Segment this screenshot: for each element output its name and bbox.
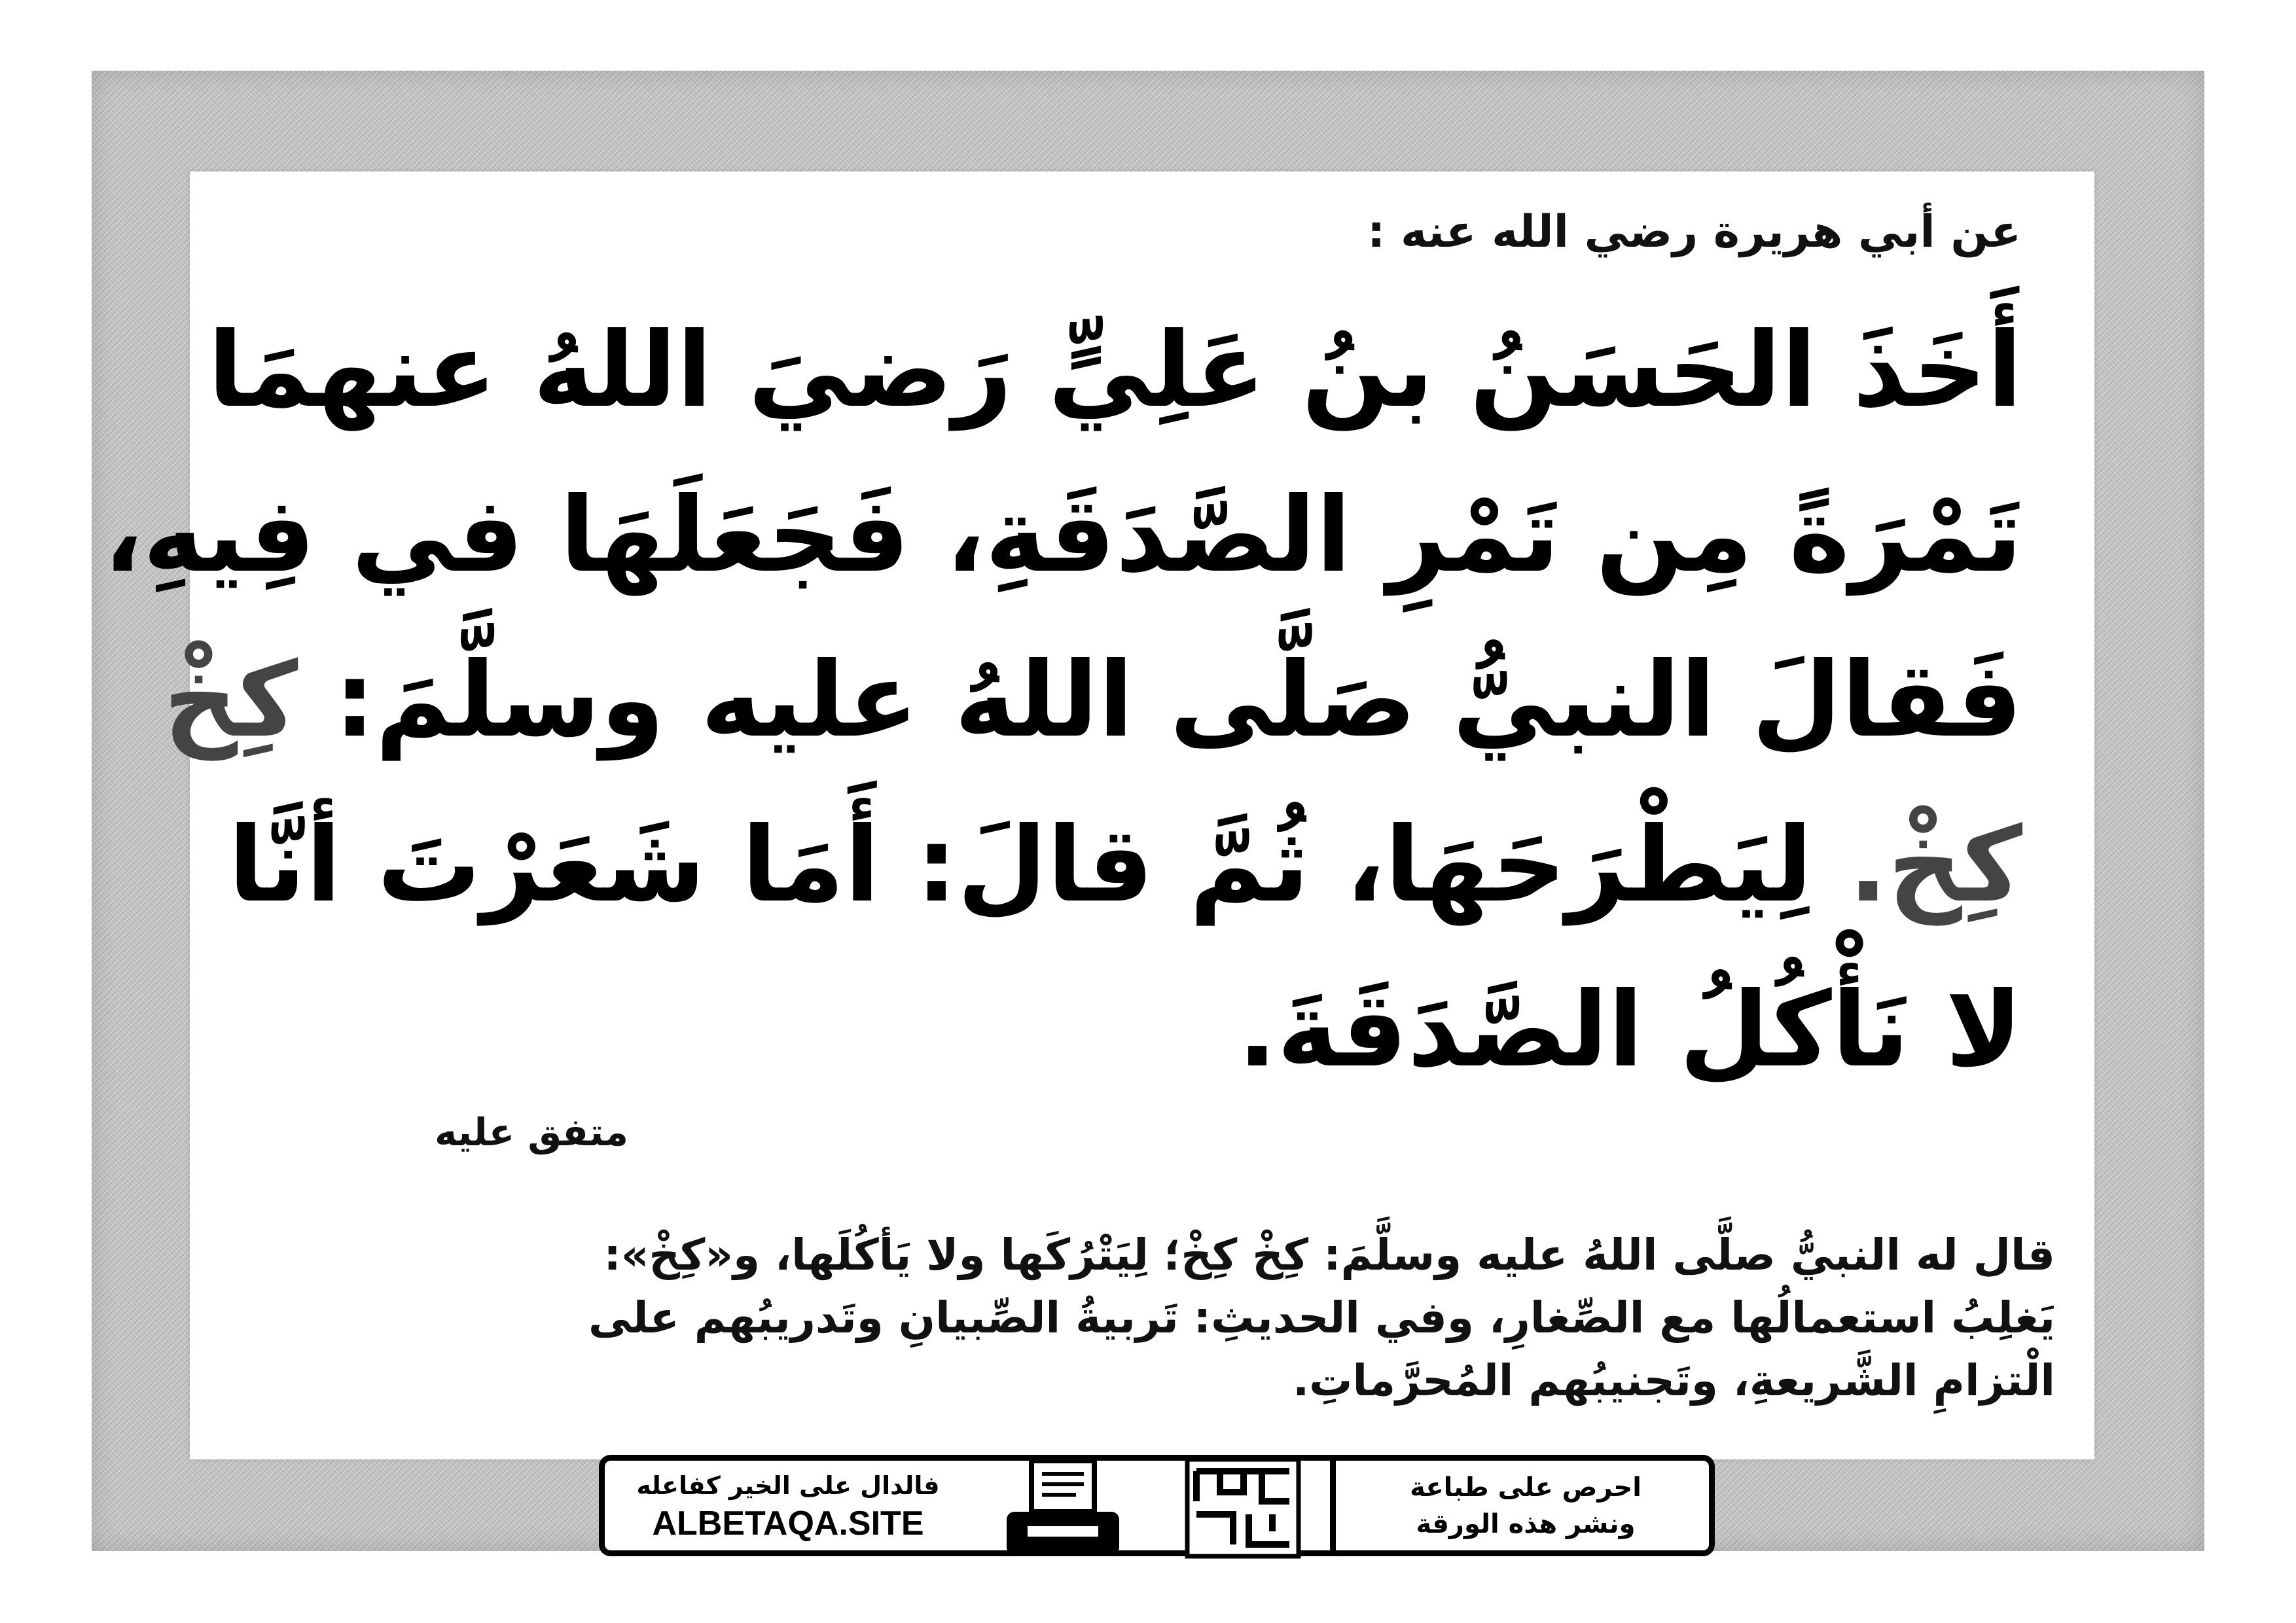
explanation-line-3: الْتزامِ الشَّريعةِ، وتَجنيبُهم المُحرَّماتِ. [1293, 1355, 2055, 1406]
hadith-kikh-word-1: كِخْ [163, 640, 298, 760]
footer-call-to-action [1342, 1461, 1709, 1550]
explanation-text [262, 1224, 2055, 1412]
hadith-line-4 [228, 783, 2022, 948]
footer-cta-line-1: احرص على طباعة [1410, 1472, 1641, 1503]
hadith-line-5: لا نَأْكُلُ الصَّدَقَةَ. [1238, 970, 2022, 1090]
footer-tagline: فالدال على الخير كفاعله [636, 1471, 940, 1500]
printer-icon [997, 1455, 1128, 1560]
footer-site-link[interactable]: ALBETAQA.SITE [652, 1504, 924, 1543]
logo-icon [1181, 1455, 1305, 1560]
hadith-kikh-word-2: كِخْ. [1848, 805, 2022, 925]
footer-banner [599, 1455, 1715, 1556]
footer-cta-line-2: ونشر هذه الورقة [1416, 1508, 1636, 1539]
footer-divider [1330, 1461, 1336, 1550]
hadith-line-3 [163, 618, 2022, 783]
hadith-line-2: تَمْرَةً مِن تَمْرِ الصَّدَقَةِ، فَجَعَلَهَا في فِيهِ، [103, 475, 2022, 596]
footer-site-block [605, 1461, 971, 1550]
hadith-source: متفق عليه [435, 1110, 628, 1154]
hadith-line-4-main: لِيَطْرَحَهَا، ثُمَّ قالَ: أَمَا شَعَرْتَ أنَّا [228, 805, 1813, 925]
hadith-line-1: أَخَذَ الحَسَنُ بنُ عَلِيٍّ رَضيَ اللهُ عنهمَا [207, 310, 2022, 431]
narrator-intro: عن أبي هريرة رضي الله عنه : [1367, 206, 2021, 258]
hadith-text [103, 288, 2022, 1113]
hadith-line-3-main: فَقالَ النبيُّ صَلَّى اللهُ عليه وسلَّمَ: [334, 640, 2022, 760]
explanation-line-1: قال له النبيُّ صلَّى اللهُ عليه وسلَّمَ: كِخْ كِخْ؛ لِيَتْرُكَها ولا يَأكُلَها، و«كِخْ»: [603, 1230, 2055, 1280]
explanation-line-2: يَغلِبُ استعمالُها مع الصِّغارِ، وفي الحديثِ: تَربيةُ الصِّبيانِ وتَدريبُهم على [588, 1293, 2055, 1343]
